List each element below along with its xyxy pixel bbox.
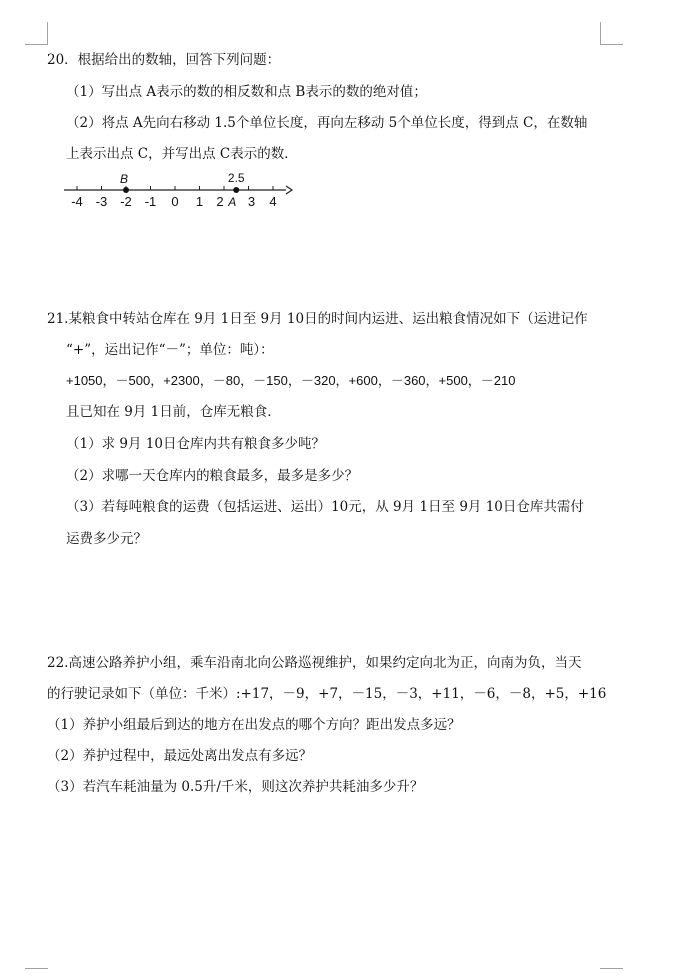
q21-records: +1050，－500，+2300，－80，－150，－320，+600，－360，+500，－210 (66, 373, 516, 388)
point-b-label: B (119, 172, 129, 186)
point-a-label: A (228, 195, 237, 209)
q21-part1: （1）求 9月 10日仓库内共有粮食多少吨？ (66, 436, 325, 452)
tick-label: -4 (71, 194, 83, 209)
point-a-dot (233, 187, 239, 193)
point-a-value-label: 2.5 (227, 171, 245, 185)
q22-line2: 的行驶记录如下（单位：千米）:+17，－9，+7，－15，－3，+11，－6，－8，+5，+16 (47, 686, 607, 702)
q22-title: 22.高速公路养护小组，乘车沿南北向公路巡视维护，如果约定向北为正，向南为负，当天 (47, 655, 582, 671)
q21-title: 21.某粮食中转站仓库在 9月 1日至 9月 10日的时间内运进、运出粮食情况如下（运进记作 (47, 311, 588, 327)
crop-mark-top-right-h (600, 44, 623, 45)
q21-part2: （2）求哪一天仓库内的粮食最多，最多是多少？ (66, 468, 359, 484)
crop-mark-bottom-left-h (25, 968, 48, 969)
tick-label: 3 (247, 194, 256, 209)
crop-mark-bottom-right-h (600, 968, 623, 969)
tick-label: -1 (144, 194, 157, 209)
point-b-dot (123, 187, 129, 193)
tick-label: -3 (95, 194, 108, 209)
q21-part3-line2: 运费多少元？ (66, 531, 147, 547)
q20-part2-line1: （2）将点 A先向右移动 1.5个单位长度，再向左移动 5个单位长度，得到点 C，在数轴 (66, 115, 588, 131)
axis-arrow-icon (286, 186, 292, 194)
number-line (60, 170, 300, 212)
q20-part2-line2: 上表示出点 C，并写出点 C表示的数． (66, 146, 298, 162)
tick-label: 2 (216, 194, 224, 209)
q21-line2: “+”，运出记作“－”；单位：吨）： (66, 342, 274, 358)
tick-label: 0 (171, 194, 179, 209)
q22-part1: （1）养护小组最后到达的地方在出发点的哪个方向？距出发点多远？ (47, 717, 461, 733)
q21-part3-line1: （3）若每吨粮食的运费（包括运进、运出）10元，从 9月 1日至 9月 10日仓库共需付 (66, 499, 584, 515)
crop-mark-top-left-v (47, 22, 48, 44)
crop-mark-top-right-v (600, 22, 601, 44)
q22-part2: （2）养护过程中，最远处离出发点有多远？ (47, 748, 313, 764)
q20-part1: （1）写出点 A表示的数的相反数和点 B表示的数的绝对值； (66, 84, 427, 100)
tick-label: 4 (269, 194, 277, 209)
crop-mark-top-left-h (25, 44, 48, 45)
tick-label: 1 (195, 194, 204, 209)
q21-line4: 且已知在 9月 1日前，仓库无粮食． (66, 404, 281, 420)
tick-label: -2 (120, 194, 132, 209)
q20-title: 20．根据给出的数轴，回答下列问题： (47, 52, 281, 68)
q22-part3: （3）若汽车耗油量为 0.5升/千米，则这次养护共耗油多少升？ (47, 779, 424, 795)
